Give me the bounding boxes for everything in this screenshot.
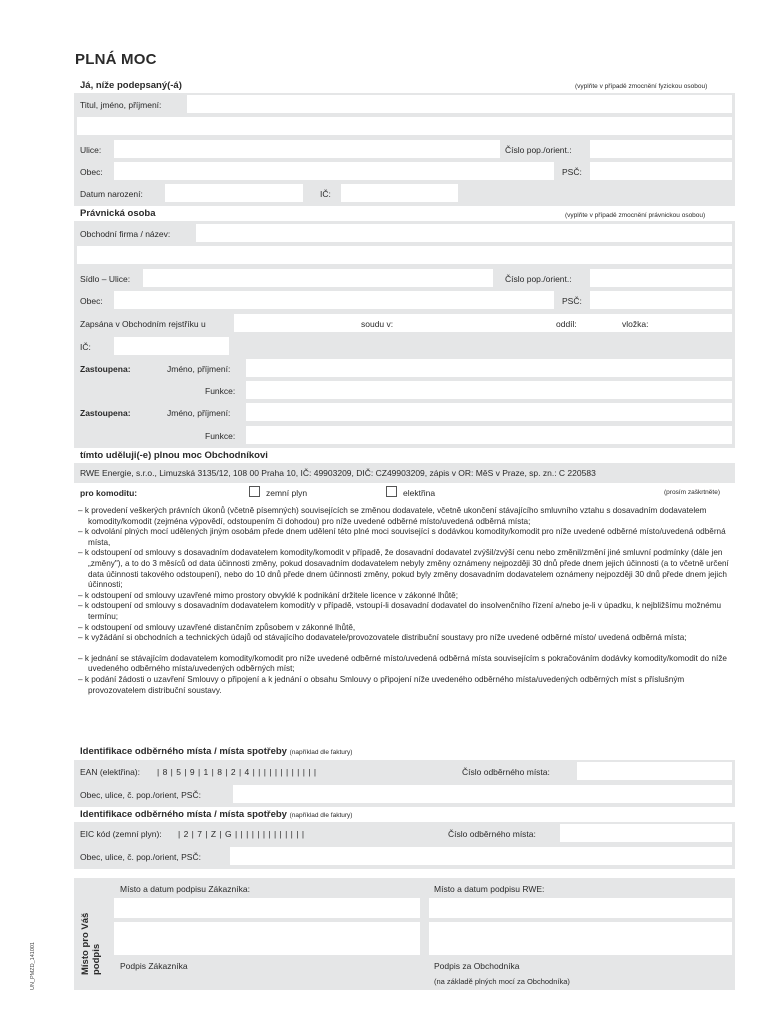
trader-text: RWE Energie, s.r.o., Limuzská 3135/12, 108 00 Praha 10, IČ: 49903209, DIČ: CZ49903209, zápis v OR: MěS v Praze, sp. zn.: C 220583 [80,468,596,478]
bullet-item: – k odstoupení od smlouvy uzavřené distančním způsobem v zákonné lhůtě, [78,622,356,632]
gas-address-label: Obec, ulice, č. pop./orient, PSČ: [80,852,201,862]
person-birth-field[interactable] [165,184,303,202]
company-note: (vyplňte v případě zmocnění právnickou osobou) [565,212,706,219]
person-name-field-2[interactable] [77,117,732,135]
rep1-function-field[interactable] [246,381,732,399]
bullet-item: – k odstoupení od smlouvy s dosavadním dodavatelem komodity/komodit v případě, že dosavadní dodavatel zvýšil/zvýší cenu nebo změnil/změní jiné smluvní podmínky (dále jen „změny"), a to do 3 měsíců od data účinnosti změny, pokud dosavadním dodavatelem nebyly změny oznámeny nejpozději 30 dnů přede dnem jejich účinnosti (a to včetně určení data účinnosti takového odstoupení), nebo do 10 dnů přede dnem účinnosti změny, pokud byly změny dosavadním dodavatelem oznámeny nejpozději 30 dnů přede dnem jejich účinnosti; [78,548,729,590]
electricity-checkbox[interactable] [386,486,397,497]
rwe-place-field[interactable] [429,898,732,918]
trader-signature-field[interactable] [429,922,732,955]
company-ic-label: IČ: [80,342,91,352]
company-register-label: Zapsána v Obchodním rejstříku u [80,319,206,329]
person-street-field[interactable] [114,140,500,158]
company-name-field-2[interactable] [77,246,732,264]
elec-address-label: Obec, ulice, č. pop./orient, PSČ: [80,790,201,800]
rep2-name-label: Jméno, příjmení: [167,408,231,418]
ean-digits[interactable]: | 8 | 5 | 9 | 1 | 8 | 2 | 4 | | | | | | | | | | | | [157,767,317,777]
gas-address-field[interactable] [230,847,732,865]
company-number-field[interactable] [590,269,732,287]
person-city-label: Obec: [80,167,103,177]
company-seat-label: Sídlo – Ulice: [80,274,131,284]
elec-point-field[interactable] [577,762,732,780]
elec-heading [80,746,352,757]
rep2-function-label: Funkce: [205,431,236,441]
company-seat-field[interactable] [143,269,493,287]
rep2-function-field[interactable] [246,426,732,444]
company-register-field[interactable] [234,314,732,332]
rwe-place-label: Místo a datum podpisu RWE: [434,884,545,894]
person-ic-label: IČ: [320,189,331,199]
signature-side-label: Místo pro Váš podpis [80,912,102,975]
trader-sign-note: (na základě plných mocí za Obchodníka) [434,977,570,986]
person-heading: Já, níže podepsaný(-á) [80,80,182,91]
rep2-name-field[interactable] [246,403,732,421]
check-note: (prosím zaškrtněte) [664,489,720,496]
commodity-label: pro komoditu: [80,488,138,498]
person-number-field[interactable] [590,140,732,158]
form-code: UN_PMZD_141001 [30,942,36,990]
elec-point-label: Číslo odběrného místa: [462,767,550,777]
customer-place-field[interactable] [114,898,420,918]
elec-heading-text: Identifikace odběrného místa / místa spotřeby [80,746,287,757]
bullet-item: – k jednání se stávajícím dodavatelem komodity/komodit pro níže uvedené odběrné místo/uvedená odběrná místa souvisejícím s pokračováním dodávky komodity/komodit do níže uvedeného odběrného místa/uvedených odběrných míst; [78,653,727,674]
bullet-item: – k odvolání plných mocí udělených jiným osobám přede dnem udělení této plné moci související s dodávkou komodity/komodit pro níže uvedené odběrné místo/uvedená odběrná místa, [78,527,726,547]
gas-heading-text: Identifikace odběrného místa / místa spotřeby [80,809,287,820]
electricity-label: elektřina [403,488,436,498]
rep1-name-field[interactable] [246,359,732,377]
bullet-item: – k podání žádosti o uzavření Smlouvy o připojení a k jednání o obsahu Smlouvy o připojení níže uvedeného odběrného místa/uvedených odběrných míst s příslušným provozovatelem distribuční soustavy. [78,674,685,695]
trader-sign-label: Podpis za Obchodníka [434,961,520,971]
company-zip-label: PSČ: [562,296,582,306]
company-insert-label: vložka: [622,319,649,329]
rep1-name-label: Jméno, příjmení: [167,364,231,374]
rep2-label: Zastoupena: [80,408,131,418]
rep1-function-label: Funkce: [205,386,236,396]
gas-note: (například dle faktury) [289,812,353,819]
page-title: PLNÁ MOC [75,51,157,68]
bullet-item: – k vyžádání si obchodních a technických údajů od stávajícího dodavatele/provozovatele distribuční soustavy pro níže uvedené odběrné místo/ uvedená odběrná místa; [78,633,687,643]
gas-checkbox[interactable] [249,486,260,497]
person-name-field[interactable] [187,95,732,113]
gas-label: zemní plyn [266,488,308,498]
customer-sign-label: Podpis Zákazníka [120,961,188,971]
company-city-field[interactable] [114,291,554,309]
gas-heading [80,809,352,820]
eic-label: EIC kód (zemní plyn): [80,829,162,839]
company-zip-field[interactable] [590,291,732,309]
gas-point-label: Číslo odběrného místa: [448,829,536,839]
person-zip-label: PSČ: [562,167,582,177]
bullet-spacer [78,644,738,654]
elec-note: (například dle faktury) [289,749,353,756]
bullet-item: – k provedení veškerých právních úkonů (včetně písemných) souvisejících se změnou dodavatele, včetně ukončení stávajícího smluvního vztahu s dosavadním dodavatelem komodity/komodit (zejména výpovědí, odstoupením či dohodou) pro níže uvedené odběrné místo/uvedená odběrná místa; [78,506,707,526]
company-number-label: Číslo pop./orient.: [505,274,572,284]
company-court-label: soudu v: [361,319,394,329]
bullet-item: – k odstoupení od smlouvy s dosavadním dodavatelem komodit/y v případě, vstoupí-li dosavadní dodavatel do insolvenčního řízení a/nebo je-li v úpadku, k nejbližšímu možnému termínu; [78,601,722,621]
grant-heading: tímto uděluji(-e) plnou moc Obchodníkovi [80,450,268,461]
customer-signature-field[interactable] [114,922,420,955]
company-city-label: Obec: [80,296,103,306]
person-ic-field[interactable] [341,184,458,202]
person-birth-label: Datum narození: [80,189,143,199]
bullet-item: – k odstoupení od smlouvy uzavřené mimo prostory obvyklé k podnikání držitele licence v zákonné lhůtě; [78,590,459,600]
person-zip-field[interactable] [590,162,732,180]
company-name-field[interactable] [196,224,732,242]
person-note: (vyplňte v případě zmocnění fyzickou osobou) [575,83,708,90]
elec-address-field[interactable] [233,785,732,803]
ean-label: EAN (elektřina): [80,767,140,777]
authorization-list [78,506,738,696]
company-section-label: oddíl: [556,319,577,329]
company-ic-field[interactable] [114,337,229,355]
person-street-label: Ulice: [80,145,102,155]
person-name-label: Titul, jméno, příjmení: [80,100,162,110]
rep1-label: Zastoupena: [80,364,131,374]
person-city-field[interactable] [114,162,554,180]
eic-digits[interactable]: | 2 | 7 | Z | G | | | | | | | | | | | | | [178,829,305,839]
company-heading: Právnická osoba [80,208,156,219]
gas-point-field[interactable] [560,824,732,842]
company-name-label: Obchodní firma / název: [80,229,171,239]
customer-place-label: Místo a datum podpisu Zákazníka: [120,884,250,894]
person-number-label: Číslo pop./orient.: [505,145,572,155]
